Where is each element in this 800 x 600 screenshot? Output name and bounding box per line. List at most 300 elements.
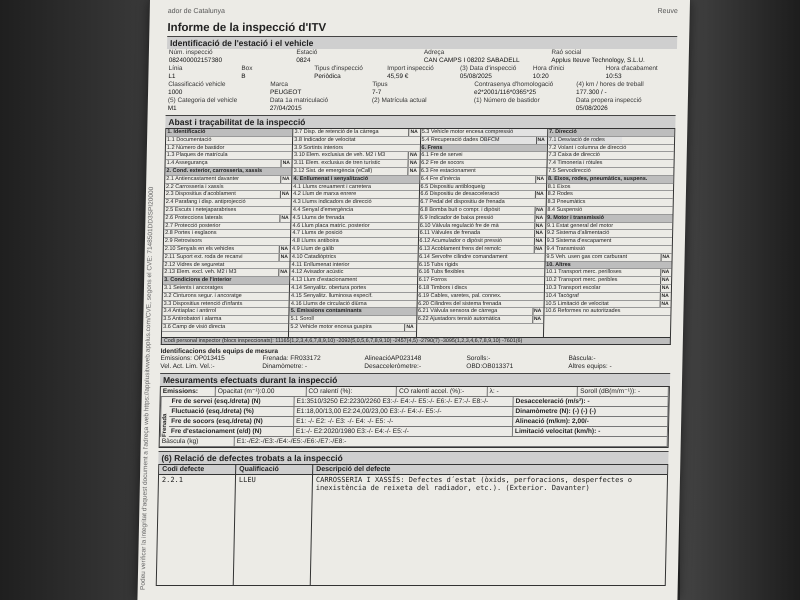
- abast-item: [417, 316, 543, 324]
- abast-item-label: 6.4 Fre d'inèrcia: [420, 175, 461, 182]
- id-field-label: (1) Número de bastidor: [473, 97, 540, 104]
- id-label-row: [166, 97, 676, 105]
- abast-item-na: NA: [533, 246, 543, 253]
- defect-code: 2.2.1: [157, 475, 236, 585]
- abast-item: [291, 238, 417, 246]
- abast-item-na: NA: [279, 246, 289, 253]
- abast-item: [544, 293, 670, 301]
- abast-item-label: 6.14 Servofre cilindre comandament: [419, 253, 508, 260]
- abast-item-label: 2.10 Senyals en els vehicles: [164, 245, 235, 252]
- abast-item: [418, 277, 544, 285]
- abast-item: [292, 207, 418, 215]
- emissions-cell: Soroll (dB(m/m⁻¹)): -: [578, 387, 669, 396]
- abast-item-label: 4.10 Catadiòptrics: [291, 253, 337, 260]
- id-field-label: Raó social: [551, 49, 582, 56]
- abast-item: [291, 254, 417, 262]
- abast-item-label: 2.1 Antiencastament davanter: [166, 175, 240, 182]
- header-left: ador de Catalunya: [167, 8, 226, 15]
- id-field-label: (4) km / hores de treball: [576, 81, 644, 88]
- abast-item-na: NA: [660, 254, 670, 261]
- abast-item: [291, 246, 417, 254]
- abast-item: [547, 160, 673, 168]
- id-field-value: e2*2001/116*0365*25: [473, 89, 537, 96]
- id-value-row: [166, 105, 676, 113]
- id-field-label: Línia: [168, 65, 183, 72]
- abast-item: [420, 152, 546, 160]
- abast-item-na: NA: [279, 215, 289, 222]
- id-field-value: 05/08/2026: [575, 105, 608, 112]
- abast-item: [166, 137, 292, 145]
- abast-item: [293, 129, 419, 137]
- id-field-value: 10:53: [605, 73, 622, 80]
- id-field-value: 10:20: [532, 73, 549, 80]
- abast-item-label: 3. Condicions de l'interior: [164, 277, 232, 284]
- braking-cell: Fluctuació (esq./dreta) (%): [169, 407, 294, 416]
- abast-item-label: 5.3 Vehicle motor encesa compressió: [421, 129, 514, 135]
- abast-item-label: 7. Direcció: [548, 129, 577, 135]
- abast-item-label: 4.13 Llum d'estacionament: [291, 277, 358, 284]
- abast-item: [419, 184, 545, 192]
- scale-row: [160, 437, 668, 447]
- abast-item-label: 2.3 Dispositius d'acoblament: [165, 191, 236, 198]
- abast-item: [544, 308, 670, 316]
- abast-item: [417, 293, 543, 301]
- id-field-value: 1000: [167, 89, 183, 96]
- abast-item-label: 6.20 Cilindres del sistema frenada: [418, 300, 502, 307]
- abast-item-label: 6.16 Tubs flexibles: [418, 269, 465, 276]
- id-label-row: [166, 81, 676, 89]
- abast-item-label: 9. Motor i transmissió: [547, 214, 605, 221]
- id-field-value: [370, 105, 472, 113]
- abast-item: [165, 176, 291, 184]
- abast-item-label: 3.6 Camp de visió directa: [163, 323, 226, 330]
- abast-item: [420, 160, 546, 168]
- abast-column: [289, 129, 421, 337]
- abast-item-label: 8. Eixos, rodes, pneumàtics, suspens.: [547, 175, 648, 182]
- equipment-value: Desacceleròmetre:-: [364, 363, 422, 370]
- abast-item: [548, 137, 674, 145]
- measurements-table: [159, 386, 670, 448]
- header-qualification: Qualificació: [236, 465, 313, 474]
- abast-column: [416, 129, 548, 337]
- abast-item-label: 10.4 Tacògraf: [545, 292, 579, 299]
- abast-item-label: 5. Emissions contaminants: [290, 308, 362, 315]
- abast-item: [293, 137, 419, 145]
- abast-item: [546, 238, 672, 246]
- abast-item: [545, 269, 671, 277]
- abast-item: [545, 277, 671, 285]
- emissions-cell: Emissions:: [161, 387, 216, 396]
- abast-item: [546, 199, 672, 207]
- abast-item-na: NA: [532, 316, 542, 323]
- abast-item-label: 2.12 Vidres de seguretat: [164, 261, 225, 268]
- abast-item: [293, 145, 419, 153]
- emissions-cell: Opacitat (m⁻¹):0.00: [216, 387, 307, 396]
- id-field-label: (2) Matrícula actual: [371, 97, 427, 104]
- abast-item-label: 3.1 Seients i ancoratges: [163, 284, 224, 291]
- abast-item: [163, 269, 289, 277]
- abast-item: [166, 129, 292, 137]
- abast-item: [290, 308, 416, 316]
- abast-item-label: 4.1 Llums creuament i carretera: [293, 183, 372, 190]
- report-title: Informe de la inspecció d'ITV: [167, 22, 327, 34]
- background-right: [680, 0, 800, 600]
- abast-item: [291, 230, 417, 238]
- id-field-value: Applus Iteuve Technology, S.L.U.: [551, 57, 645, 64]
- abast-item-label: 1.4 Assegurança: [166, 160, 208, 167]
- id-field-value: Periòdica: [314, 73, 341, 80]
- abast-item: [420, 137, 546, 145]
- id-field-value: 27/04/2015: [269, 105, 302, 112]
- braking-row: [169, 427, 668, 437]
- abast-item: [547, 184, 673, 192]
- abast-item-na: NA: [408, 129, 418, 136]
- abast-item: [290, 277, 416, 285]
- abast-item-label: 6.15 Tubs rígids: [418, 261, 459, 268]
- abast-item-label: 4. Enllumenat i senyalització: [293, 175, 369, 182]
- scale-cell: Bàscula (kg): [160, 437, 235, 446]
- abast-item: [292, 199, 418, 207]
- abast-item-na: NA: [408, 160, 418, 167]
- abast-item: [546, 215, 672, 223]
- abast-item-label: 4.4 Senyal d'emergència: [292, 206, 354, 213]
- verification-side-text: Podeu verificar la integritat d'aquest document a l'adreça web https://applusitvweb.applus.com/CVE, segons el CVE: 7148501DD3SPI20000: [139, 186, 156, 590]
- abast-item-label: 6.10 Vàlvula regulació fre de mà: [419, 222, 499, 229]
- abast-item-na: NA: [281, 160, 291, 167]
- abast-item-label: 3.4 Antiaplac i antirrol: [163, 308, 217, 315]
- abast-item: [165, 160, 291, 168]
- braking-block: [160, 397, 669, 437]
- id-field-value: CAN CAMPS I 08202 SABADELL: [423, 57, 520, 64]
- emissions-row: [161, 387, 669, 397]
- abast-item-label: 2.7 Protecció posterior: [165, 222, 221, 229]
- abast-item: [290, 285, 416, 293]
- abast-item-label: 6.8 Bomba buit o compr. i dipòsit: [420, 206, 500, 213]
- braking-cell: Desacceleració (m/s²): -: [513, 397, 668, 406]
- id-field-label: Classificació vehicle: [168, 81, 226, 88]
- abast-item-label: 3.11 Elem. exclusius de tren turístic: [293, 160, 381, 167]
- abast-item-label: 3.7 Disp. de retenció de la càrrega: [294, 129, 379, 135]
- abast-item-label: 4.14 Senyalitz. obertura portes: [291, 284, 367, 291]
- abast-item-label: 4.15 Senyalitz. lluminosa específ.: [290, 292, 373, 299]
- abast-item-label: 3.3 Dispositius retenció d'infants: [163, 300, 243, 307]
- abast-item: [166, 152, 292, 160]
- abast-item: [547, 168, 673, 176]
- abast-item: [417, 301, 543, 309]
- abast-item-na: NA: [534, 207, 544, 214]
- id-section: [166, 49, 677, 113]
- abast-item: [419, 215, 545, 223]
- header-right: Reuve: [657, 8, 678, 15]
- abast-item-label: 6.22 Ajustadors tensió automàtica: [417, 316, 501, 323]
- abast-item: [291, 223, 417, 231]
- report-content: [156, 8, 678, 586]
- abast-item-na: NA: [660, 285, 670, 292]
- abast-item: [418, 246, 544, 254]
- abast-item: [164, 223, 290, 231]
- abast-item-label: 4.6 Llum placa matríc. posterior: [292, 222, 370, 229]
- abast-item: [162, 324, 288, 332]
- abast-item-label: 3.2 Cinturons segur. i ancoratge: [163, 292, 242, 299]
- abast-item-label: 9.4 Transmissió: [546, 245, 586, 252]
- abast-item: [166, 145, 292, 153]
- abast-item-na: NA: [660, 277, 670, 284]
- header-line: [168, 8, 678, 18]
- braking-label: Frenada: [160, 397, 170, 437]
- abast-item-label: 4.5 Llums de frenada: [292, 214, 345, 221]
- braking-cell: Dinamòmetre (N): (-) (-) (-): [513, 407, 668, 416]
- abast-grid: [161, 128, 675, 338]
- scale-cell: E1:-/E2:-/E3:-/E4:-/E5:-/E6:-/E7:-/E8:-: [235, 437, 668, 446]
- abast-item-label: 1.1 Documentació: [167, 136, 212, 143]
- abast-item-na: NA: [280, 176, 290, 183]
- id-field-label: Contrasenya d'homologació: [474, 81, 554, 88]
- abast-item: [164, 246, 290, 254]
- braking-row: [169, 397, 668, 407]
- abast-item: [163, 301, 289, 309]
- abast-item-label: 5.4 Recuperació dades OBFCM: [421, 136, 500, 143]
- equipment-value: Emissions: OP013415: [160, 355, 225, 362]
- abast-item: [162, 308, 288, 316]
- defect-description: CARROSSERIA I XASSÍS: Defectes d´estat (òxids, perforacions, desperfectes o inexistència de reixeta del radiador, etc.). (Exterior. Davanter): [315, 476, 633, 492]
- abast-item: [545, 285, 671, 293]
- abast-item: [548, 129, 674, 137]
- braking-cell: Alineació (m/km): 2,00/-: [513, 417, 668, 426]
- abast-item-label: 4.3 Llums indicadors de direcció: [292, 199, 372, 206]
- abast-item: [290, 269, 416, 277]
- abast-item: [547, 176, 673, 184]
- abast-item-label: 6.9 Indicador de baixa pressió: [419, 214, 494, 221]
- id-field-label: Hora d'acabament: [605, 65, 658, 72]
- abast-item: [289, 316, 415, 324]
- abast-item-label: 6.17 Forros: [418, 277, 447, 284]
- abast-item-na: NA: [408, 152, 418, 159]
- abast-item: [545, 254, 671, 262]
- abast-item-label: 2. Cond. exterior, carrosseria, xassís: [166, 167, 263, 174]
- abast-item-label: 4.7 Llums de posició: [292, 230, 343, 237]
- abast-item-label: 6.6 Dispositiu de desacceleració: [420, 191, 500, 198]
- abast-item: [164, 230, 290, 238]
- defects-title: (6) Relació de defectes trobats a la inspecció: [158, 451, 668, 464]
- defects-table: [156, 464, 669, 586]
- abast-item-label: 4.2 Llum de marxa enrere: [293, 191, 357, 198]
- abast-title: Abast i traçabilitat de la inspecció: [165, 115, 675, 128]
- abast-item: [420, 176, 546, 184]
- abast-item: [546, 230, 672, 238]
- abast-item-label: 6.13 Acoblament frens del remolc: [419, 245, 501, 252]
- abast-item-label: 10.2 Transport merc. peribles: [545, 277, 618, 284]
- inspector-codes: Codi personal inspector (blocs inspeccionats): 11165(1,2,3,4,6,7,8,9,10) -2092(5,0,5,6,7,8,9,10) -2457(4,5) -2790(7) -3095(1,2,3,4,6,7,8,9,10) -7601(6): [161, 338, 671, 345]
- equipment-value: Altres equips: -: [568, 363, 612, 370]
- abast-item-label: 7.3 Caixa de direcció: [548, 152, 600, 159]
- abast-item: [162, 316, 288, 324]
- emissions-cell: λ: -: [487, 387, 578, 396]
- equipment-value: Sorolls:-: [466, 355, 491, 362]
- abast-item: [163, 285, 289, 293]
- abast-item: [418, 238, 544, 246]
- abast-item: [293, 152, 419, 160]
- equipment-value: Vel. Act. Lim. Vel.:-: [160, 363, 215, 370]
- abast-item: [165, 168, 291, 176]
- abast-item-na: NA: [534, 215, 544, 222]
- id-field-value: 082400002157380: [168, 57, 223, 64]
- abast-item-label: 9.1 Estat general del motor: [546, 222, 614, 229]
- abast-item-label: 7.2 Volant i columna de direcció: [548, 144, 627, 151]
- abast-item-label: 4.16 Llums de circulació diürna: [290, 300, 367, 307]
- id-field-label: Núm. inspecció: [168, 49, 213, 56]
- abast-item-na: NA: [534, 191, 544, 198]
- abast-item-label: 9.2 Sistema d'alimentació: [546, 230, 610, 237]
- equipment-section: [160, 348, 670, 371]
- abast-item-label: 10.5 Limitació de velocitat: [545, 300, 609, 307]
- abast-item: [546, 223, 672, 231]
- abast-item-label: 5.1 Soroll: [290, 316, 314, 323]
- abast-item-label: 8.2 Rodes: [547, 191, 573, 198]
- id-section-title: Identificació de l'estació i el vehicle: [167, 36, 677, 49]
- abast-item-na: NA: [534, 223, 544, 230]
- id-field-label: Import inspecció: [387, 65, 434, 72]
- id-field-value: B: [241, 73, 246, 80]
- defect-row: [157, 475, 667, 585]
- braking-cell: Fre d'estacionament (e/d) (N): [169, 427, 294, 436]
- abast-item: [418, 269, 544, 277]
- braking-row: [169, 407, 668, 417]
- id-field-value: L1: [168, 73, 176, 80]
- braking-cell: E1:18,00/13,00 E2:24,00/23,00 E3:-/- E4:-/- E5:-/-: [294, 407, 513, 416]
- abast-item-label: 8.3 Pneumàtics: [547, 199, 586, 206]
- abast-item: [289, 324, 415, 332]
- emissions-cell: CO ralentí (%):: [306, 387, 397, 396]
- abast-column: [544, 129, 675, 337]
- abast-item: [421, 129, 547, 137]
- id-field-label: Estació: [296, 49, 318, 56]
- abast-item-na: NA: [404, 324, 414, 331]
- abast-item-label: 6.11 Vàlvules de frenada: [419, 230, 481, 237]
- abast-item: [165, 207, 291, 215]
- background-left: [0, 0, 150, 600]
- equipment-value: Frenada: FR033172: [262, 355, 321, 362]
- id-field-label: Adreça: [423, 49, 445, 56]
- abast-item-label: 2.8 Portes i esglaons: [165, 230, 217, 237]
- abast-item: [292, 176, 418, 184]
- abast-item: [417, 285, 543, 293]
- id-label-row: [166, 65, 676, 73]
- abast-item-label: 1.3 Plaques de matrícula: [166, 152, 228, 159]
- abast-item: [163, 293, 289, 301]
- abast-item: [165, 191, 291, 199]
- abast-item: [291, 262, 417, 270]
- id-field-value: 05/08/2025: [459, 73, 492, 80]
- abast-item-label: 7.1 Desviació de rodes: [548, 136, 605, 143]
- braking-cell: Limitació velocitat (km/h): -: [513, 427, 668, 436]
- equipment-value: OBD:OB013371: [466, 363, 514, 370]
- abast-item-label: 9.5 Veh. usen gas com carburant: [546, 253, 628, 260]
- id-field-label: Tipus: [372, 81, 388, 88]
- itv-report-sheet: [137, 0, 690, 600]
- abast-item-label: 4.12 Avisador acústic: [291, 269, 344, 276]
- abast-item: [163, 277, 289, 285]
- abast-item: [290, 293, 416, 301]
- abast-item-na: NA: [280, 191, 290, 198]
- abast-item-label: 2.5 Escuts i netejaparabrises: [165, 206, 237, 213]
- abast-item-na: NA: [659, 293, 669, 300]
- abast-item: [545, 246, 671, 254]
- abast-item-label: 6.21 Vàlvula sensora de càrrega: [417, 308, 498, 315]
- id-field-label: Box: [241, 65, 253, 72]
- id-field-label: (5) Categoria del vehicle: [167, 97, 238, 104]
- abast-item-label: 3.12 Sist. de emergència (eCall): [293, 167, 373, 174]
- abast-item: [420, 145, 546, 153]
- abast-item: [290, 301, 416, 309]
- abast-item-na: NA: [659, 301, 669, 308]
- abast-item-na: NA: [408, 168, 418, 175]
- abast-item-na: NA: [660, 269, 670, 276]
- abast-item: [165, 184, 291, 192]
- abast-item-label: 2.6 Proteccions laterals: [165, 214, 223, 221]
- abast-item-label: 8.1 Eixos: [547, 183, 571, 190]
- abast-item: [544, 301, 670, 309]
- id-field-value: 7-7: [371, 89, 382, 96]
- abast-item: [292, 215, 418, 223]
- abast-item: [418, 262, 544, 270]
- abast-item: [545, 262, 671, 270]
- abast-item-label: 1.2 Número de bastidor: [166, 144, 225, 151]
- id-field-label: Hora d'inici: [532, 65, 565, 72]
- abast-item-label: 1. Identificació: [167, 129, 206, 135]
- header-description: Descripció del defecte: [316, 466, 391, 473]
- defect-qualification: LLEU: [234, 475, 313, 585]
- abast-item-na: NA: [278, 269, 288, 276]
- abast-item-label: 4.8 Llums antiboira: [292, 238, 339, 245]
- braking-cell: E1:-/- E2:2020/1980 E3:-/- E4:-/- E5:-/-: [294, 427, 513, 436]
- abast-item: [419, 223, 545, 231]
- abast-item-na: NA: [534, 230, 544, 237]
- abast-item: [548, 145, 674, 153]
- abast-item: [163, 262, 289, 270]
- abast-item-label: 6. Frens: [421, 144, 443, 151]
- equipment-value: Bàscula:-: [568, 355, 596, 362]
- abast-item-label: 8.4 Suspensió: [547, 206, 583, 213]
- abast-item-label: 9.3 Sistema d'escapament: [546, 238, 612, 245]
- abast-item-label: 7.4 Timoneria i ròtules: [548, 160, 603, 167]
- abast-item-label: 6.12 Acumulador o dipòsit pressió: [419, 238, 503, 245]
- abast-item: [420, 168, 546, 176]
- abast-item-label: 4.11 Enllumenat interior: [291, 261, 350, 268]
- id-value-row: [167, 57, 677, 65]
- abast-item-label: 6.3 Fre estacionament: [420, 167, 476, 174]
- abast-item-na: NA: [532, 308, 542, 315]
- abast-item-label: 6.19 Cables, varetes, pal. connex.: [418, 292, 502, 299]
- equipment-row: [160, 355, 670, 363]
- equipment-row: [160, 363, 670, 371]
- equipment-value: AlineacióAP023148: [364, 355, 422, 362]
- measurements-title: Mesuraments efectuats durant la inspecció: [160, 373, 670, 386]
- abast-item-label: 6.7 Pedal del dispositiu de frenada: [420, 199, 505, 206]
- abast-item: [418, 254, 544, 262]
- abast-item: [292, 191, 418, 199]
- id-field-value: 0824: [296, 57, 311, 64]
- id-field-label: Data 1a matriculació: [269, 97, 329, 104]
- abast-item: [164, 215, 290, 223]
- abast-item-label: 6.2 Fre de socors: [421, 160, 464, 167]
- abast-item: [419, 199, 545, 207]
- abast-item: [165, 199, 291, 207]
- abast-item-label: 10.1 Transport merc. perilloses: [545, 269, 622, 276]
- braking-row: [169, 417, 668, 427]
- abast-item: [292, 184, 418, 192]
- abast-item: [547, 191, 673, 199]
- abast-item-label: 5.2 Vehicle motor encesa guspira: [290, 323, 372, 330]
